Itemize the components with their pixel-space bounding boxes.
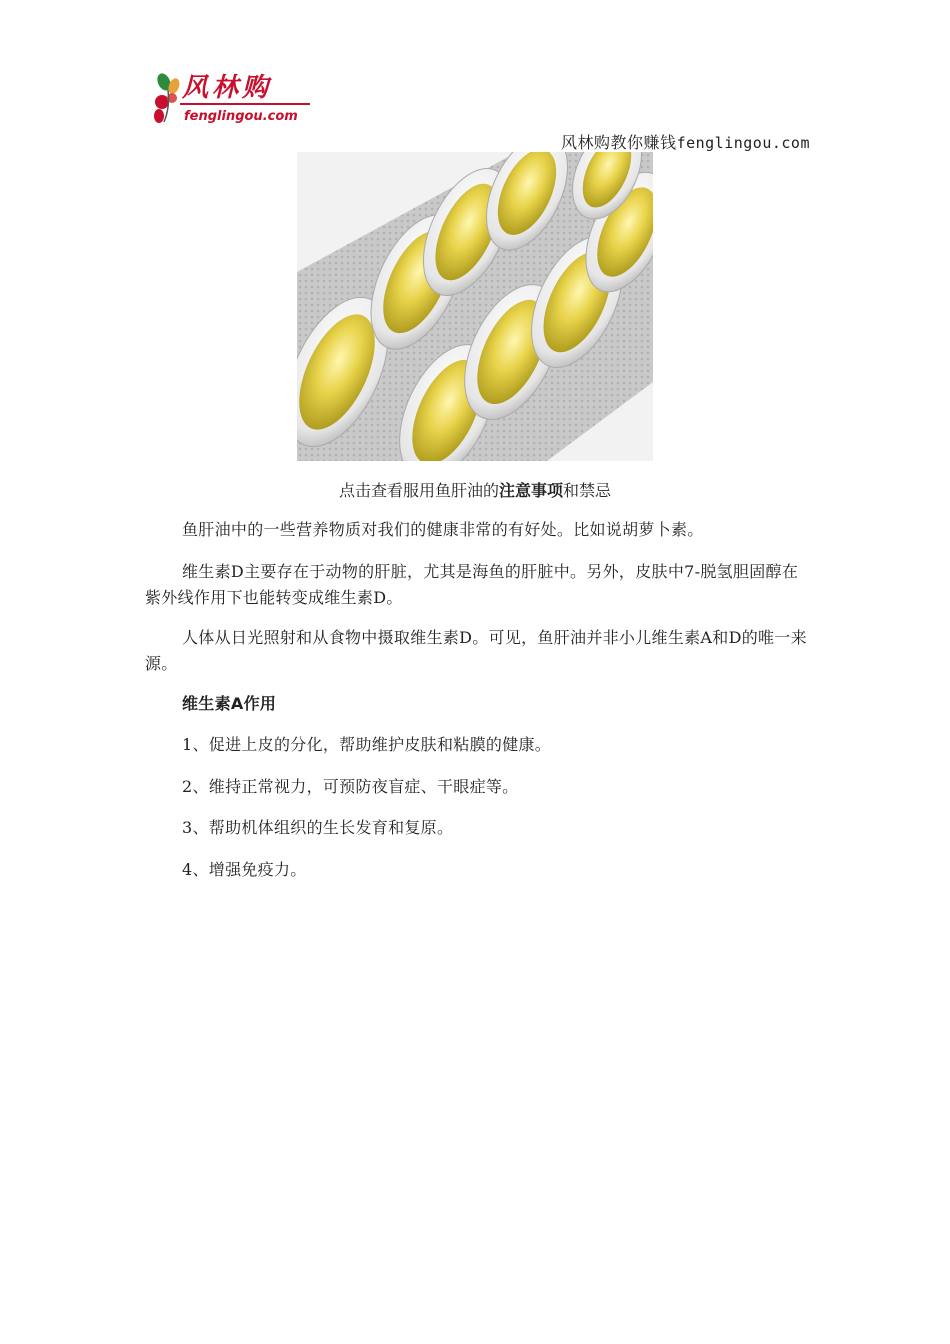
- svg-text:风林购: 风林购: [182, 73, 273, 103]
- fish-oil-capsules-photo: [297, 152, 653, 461]
- list-item: 1、促进上皮的分化，帮助维护皮肤和粘膜的健康。: [182, 735, 552, 754]
- paragraph-3: 人体从日光照射和从食物中摄取维生素D。可见，鱼肝油并非小儿维生素A和D的唯一来源。: [145, 628, 807, 673]
- svg-text:fenglingou.com: fenglingou.com: [184, 109, 298, 124]
- paragraph-1: 鱼肝油中的一些营养物质对我们的健康非常的有好处。比如说胡萝卜素。: [182, 520, 704, 539]
- caption-link-precautions[interactable]: 注意事项: [498, 481, 563, 500]
- site-logo[interactable]: [150, 68, 320, 130]
- caption-text-before: 点击查看服用鱼肝油的: [338, 481, 499, 500]
- logo-graphic: [150, 68, 320, 130]
- section-heading: 维生素A作用: [182, 694, 277, 713]
- list-item: 3、帮助机体组织的生长发育和复原。: [182, 818, 454, 837]
- caption-text-after: 和禁忌: [563, 481, 612, 500]
- list-item: 2、维持正常视力，可预防夜盲症、干眼症等。: [182, 777, 519, 796]
- header-tagline: [470, 130, 810, 153]
- header-title: 风林购教你赚钱: [561, 133, 677, 152]
- paragraph-2: 维生素D主要存在于动物的肝脏，尤其是海鱼的肝脏中。另外，皮肤中7-脱氢胆固醇在紫外线作用下也能转变成维生素D。: [145, 562, 799, 607]
- image-caption: [0, 478, 950, 501]
- header-site-link[interactable]: fenglingou.com: [676, 134, 810, 152]
- list-item: 4、增强免疫力。: [182, 860, 307, 879]
